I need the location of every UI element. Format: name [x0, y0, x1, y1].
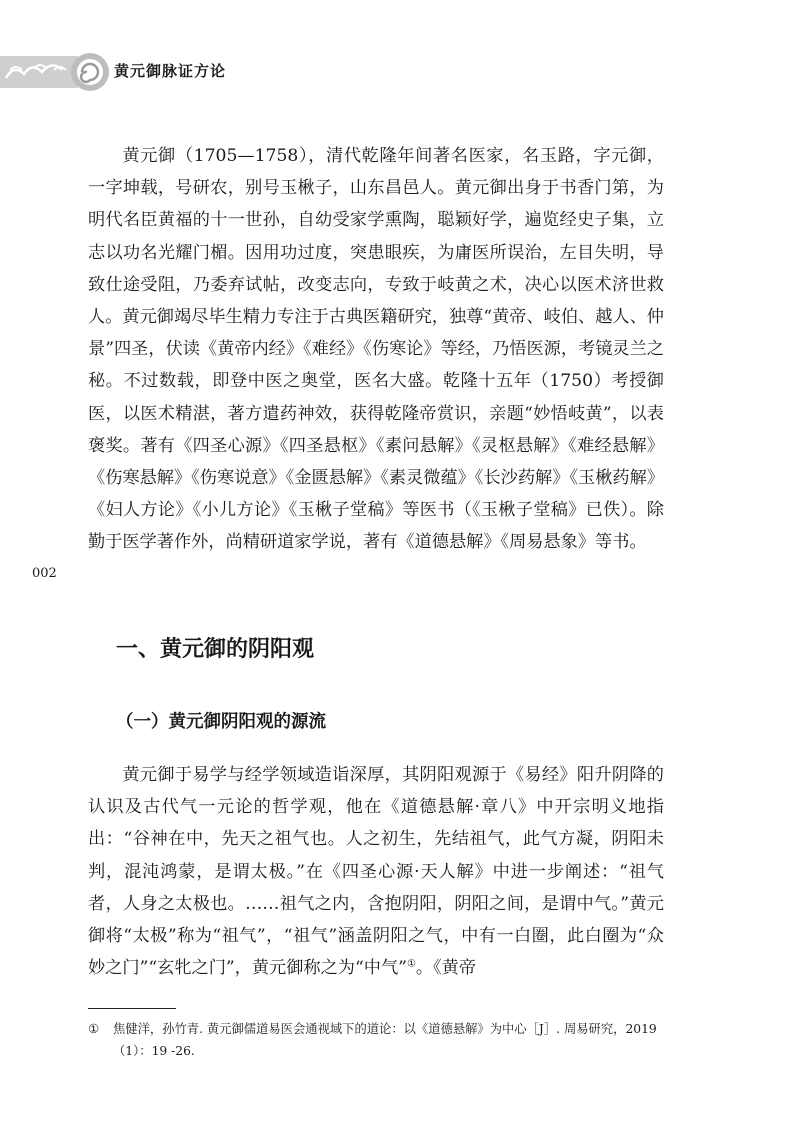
paragraph-text: 黄元御于易学与经学领域造诣深厚，其阴阳观源于《易经》阳升阴降的认识及古代气一元论的哲学观，他在《道德悬解·章八》中开宗明义地指出：“谷神在中，先天之祖气也。人之初生，先结祖气，此气方凝，阴阳未判，混沌鸿蒙，是谓太极。”在《四圣心源·天人解》中进一步阐述：“祖气者，人身之太极也。……祖气之内，含抱阴阳，阴阳之间，是谓中气。”黄元御将“太极”称为“祖气”，“祖气”涵盖阴阳之气，中有一白圈，此白圈为“众妙之门”“玄牝之门”，黄元御称之为“中气” [88, 765, 664, 979]
footnote-reference[interactable]: ① [406, 958, 416, 970]
subsection-heading: （一）黄元御阴阳观的源流 [116, 712, 326, 732]
cloud-ornament-icon [0, 48, 112, 96]
biography-paragraph: 黄元御（1705—1758），清代乾隆年间著名医家，名玉路，字元御，一字坤载，号研农，别号玉楸子，山东昌邑人。黄元御出身于书香门第，为明代名臣黄福的十一世孙，自幼受家学熏陶，聪颖好学，遍览经史子集，立志以功名光耀门楣。因用功过度，突患眼疾，为庸医所误治，左目失明，导致仕途受阻，乃委弃试帖，改变志向，专致于岐黄之术，决心以医术济世救人。黄元御竭尽毕生精力专注于古典医籍研究，独尊“黄帝、岐伯、越人、仲景”四圣，伏读《黄帝内经》《难经》《伤寒论》等经，乃悟医源，考镜灵兰之秘。不过数载，即登中医之奥堂，医名大盛。乾隆十五年（1750）考授御医，以医术精湛，著方遣药神效，获得乾隆帝赏识，亲题“妙悟岐黄”，以表褒奖。著有《四圣心源》《四圣悬枢》《素问悬解》《灵枢悬解》《难经悬解》《伤寒悬解》《伤寒说意》《金匮悬解》《素灵微蕴》《长沙药解》《玉楸药解》《妇人方论》《小儿方论》《玉楸子堂稿》等医书（《玉楸子堂稿》已佚）。除勤于医学著作外，尚精研道家学说，著有《道德悬解》《周易悬象》等书。 [88, 146, 664, 553]
section-heading: 一、黄元御的阴阳观 [116, 636, 315, 662]
footnote [88, 1018, 689, 1062]
paragraph-text-tail: 。《黄帝 [415, 958, 477, 979]
footnote-divider [88, 1008, 176, 1009]
running-head [0, 48, 330, 96]
book-title: 黄元御脉证方论 [114, 62, 227, 80]
footnote-text: 焦健洋，孙竹青. 黄元御儒道易医会通视域下的道论：以《道德悬解》为中心［J］. 周易研究，2019（1）：19 -26. [113, 1022, 657, 1058]
yinyang-source-paragraph [88, 759, 664, 984]
page-number: 002 [32, 566, 57, 581]
footnote-marker: ① [88, 1022, 100, 1036]
